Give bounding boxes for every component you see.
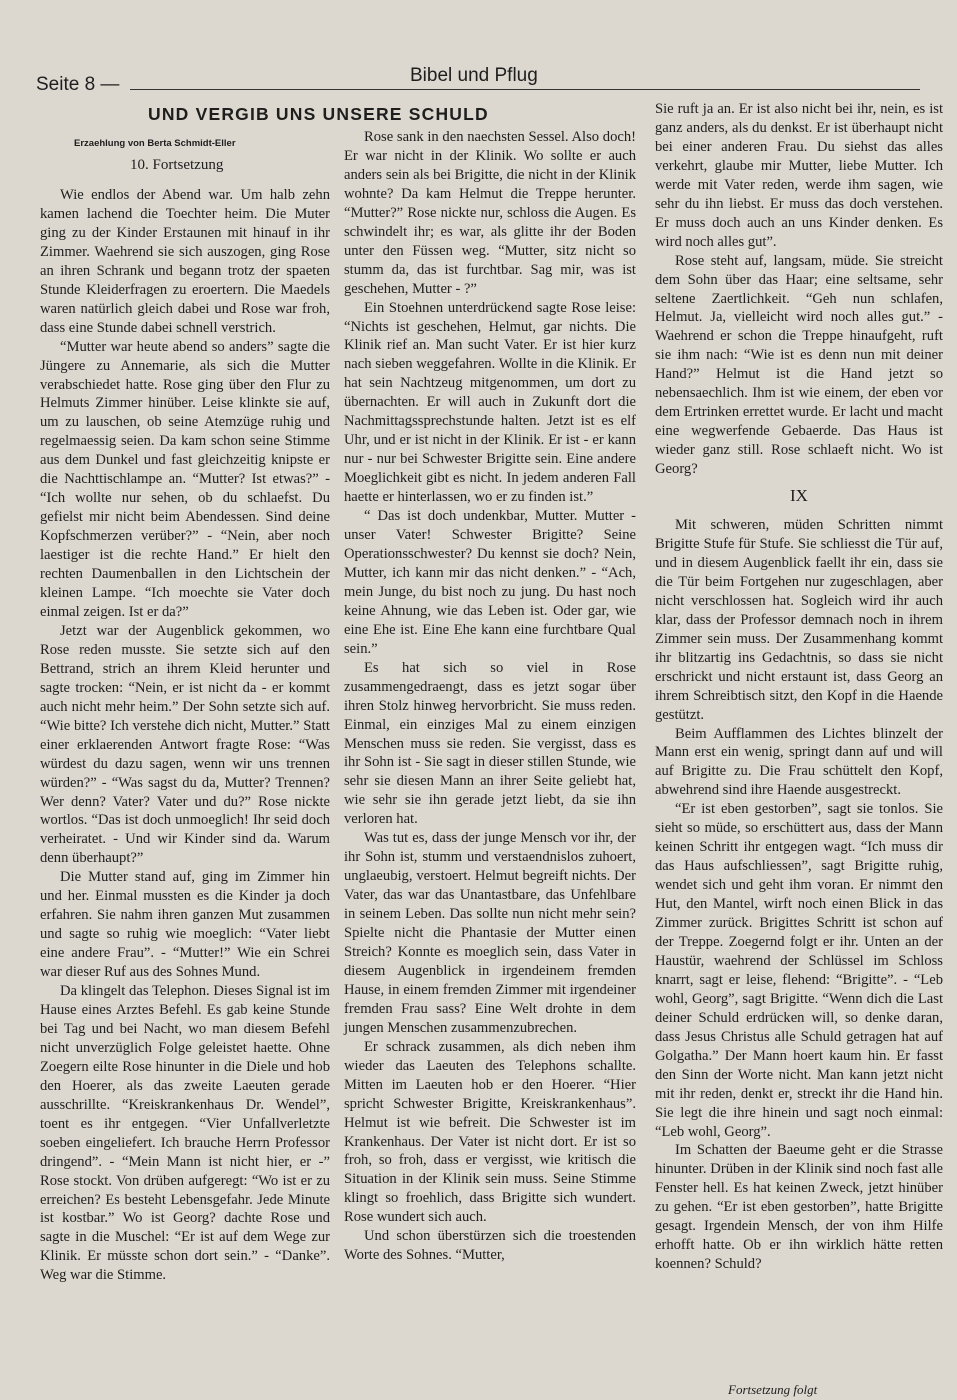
text-column-3 <box>655 100 943 1274</box>
paragraph: Und schon überstürzen sich die troestenden Worte des Sohnes. “Mutter, <box>344 1228 636 1264</box>
paragraph: Da klingelt das Telephon. Dieses Signal ist im Hause eines Arztes Befehl. Es gab keine Stunde bei Tag und bei Nacht, wo man diesem Befehl nicht unverzüglich Folge geleistet haette. Ohne Zoegern eilte Rose hinunter in die Diele und hob den Hoerer, als das zweite Laeuten gerade ausschrillte. “Kreiskrankenhaus Dr. Wendel”, toent es ihr entgegen. “Vier Unfallverletzte soeben eingeliefert. Ich brauche Herrn Professor dringend”. - “Mein Mann ist nicht hier, er -” Rose stockt. Von drüben aufgeregt: “Wo ist er zu erreichen? Es besteht Lebensgefahr. Jede Minute ist kostbar.” Wo ist Georg? dachte Rose und sagte in die Muschel: “Er ist auf dem Wege zur Klinik. Er müsste schon dort sein.” - “Danke”. Weg war die Stimme. <box>40 983 330 1284</box>
continued-note: Fortsetzung folgt <box>728 1382 818 1397</box>
paragraph: Die Mutter stand auf, ging im Zimmer hin und her. Einmal mussten es die Kinder ja doch erfahren. Sie nahm ihren ganzen Mut zusammen und sagte so ruhig wie moeglich: “Vater liebt eine andere Frau”. - “Mutter!” Wie ein Schrei war dieser Ruf aus des Sohnes Mund. <box>40 869 330 981</box>
article-byline: Erzaehlung von Berta Schmidt-Eller <box>74 138 236 149</box>
paragraph: Im Schatten der Baeume geht er die Strasse hinunter. Drüben in der Klinik sind noch fast alle Fenster hell. Es hat keinen Zweck, jetzt hinüber zu gehen. “Er ist eben gestorben”, hatte Brigitte gesagt. Irgendein Mensch, der von ihm Hilfe erhofft hatte. Ob er ihn wirklich hätte retten koennen? Schuld? <box>655 1142 943 1273</box>
paragraph: Beim Aufflammen des Lichtes blinzelt der Mann erst ein wenig, springt dann auf und will auf Brigitte zu. Die Frau schüttelt den Kopf, abwehrend sind ihre Haende ausgestreckt. <box>655 725 943 799</box>
paragraph: Rose steht auf, langsam, müde. Sie streicht dem Sohn über das Haar; eine seltsame, sehr seltene Zaertlichkeit. “Geh nun schlafen, Helmut. Ja, vielleicht wird noch alles gut.” - Waehrend er schon die Treppe hinaufgeht, ruft sie ihm nach: “Wie ist es denn nun mit deiner Hand?” Helmut ist die Hand jetzt so nebensaechlich. Ihm ist wie einem, der eben vor dem Ertrinken errettet wurde. Er lacht und macht eine wegwerfende Gebaerde. Das Haus ist wieder ganz still. Rose schlaeft nicht. Wo ist Georg? <box>655 252 943 478</box>
paragraph: Jetzt war der Augenblick gekommen, wo Rose reden musste. Sie setzte sich auf den Bettrand, strich an ihrem Kleid herunter und sagte trocken: “Nein, er ist nicht da - er kommt auch nicht mehr heim.” Der Sohn setzte sich auf. “Wie bitte? Ich verstehe dich nicht, Mutter.” Statt einer erklaerenden Antwort fragte Rose: “Was würdest du dazu sagen, wenn wir uns trennen würden?” - “Was sagst du da, Mutter? Trennen? Wer denn? Vater? Vater und du?” Rose nickte wortlos. “Das ist doch unmoeglich! Ihr seid doch verheiratet. - Und wir Kinder sind da. Warum denn überhaupt?” <box>40 622 330 867</box>
page-number: Seite 8 — <box>36 74 120 95</box>
paragraph: Rose sank in den naechsten Sessel. Also doch! Er war nicht in der Klinik. Wo sollte er auch anders sein als bei Brigitte, die nicht in der Klinik wohnte? Da kam Helmut die Treppe herunter. “Mutter?” Rose nickte nur, schloss die Augen. Es schwindelt ihr; es war, als glitte ihr der Boden unter den Füssen weg. “Mutter, sitz nicht so stumm da, das ist furchtbar. Sag mir, was ist geschehen, Mutter - ?” <box>344 129 636 297</box>
header-rule <box>130 89 920 90</box>
paragraph: Was tut es, dass der junge Mensch vor ihr, der ihr Sohn ist, stumm und verstaendnislos zuhoert, unglaeubig, verstoert. Helmut begreift nichts. Der Vater, das war das Unantastbare, das Unfehlbare in seinem Leben. Das sollte nun nicht mehr sein? Spielte nicht die Phantasie der Mutter einen Streich? Konnte es moeglich sein, dass Vater in diesem Augenblick in irgendeinem fremden Hause, in einem fremden Zimmer mit irgendeiner fremden Frau sass? Eine Welt drohte in dem jungen Menschen zusammenzubrechen. <box>344 830 636 1036</box>
paragraph: Wie endlos der Abend war. Um halb zehn kamen lachend die Toechter heim. Die Muter ging zu der Kinder Erstaunen mit hinauf in ihr Zimmer. Waehrend sie sich auszogen, ging Rose an ihren Schrank und begann trotz der spaeten Stunde Kleiderfragen zu eroertern. Die Maedels waren natürlich gleich dabei und Rose war froh, dass eine Stunde dabei schnell verstrich. <box>40 187 330 336</box>
paragraph: “Er ist eben gestorben”, sagt sie tonlos. Sie sieht so müde, so erschüttert aus, dass der Mann keinen Schritt ihr entgegen wagt. “Ich muss dir das Haus aufschliessen”, sagt Brigitte ruhig, wendet sich und geht ihm voran. Er nimmt den Hut, den Mantel, wirft noch einen Blick in das Zimmer zurück. Brigittes Schritt ist schon auf der Treppe. Zoegernd folgt er ihr. Unten an der Haustür, waehrend der Schlüssel im Schloss knarrt, sagt er leise, flehend: “Brigitte”. - “Leb wohl, Georg”, sagt Brigitte. “Wenn dich die Last deiner Schuld erdrücken will, so denke daran, dass Jesus Christus alle Schuld getragen hat auf Golgatha.” Der Mann hoert kaum hin. Er fasst den Sinn der Worte nicht. Man kann jetzt nicht mit ihr reden, denkt er, streckt ihr die Hand hin. Sie legt die ihre hinein und sagt noch einmal: “Leb wohl, Georg”. <box>655 801 943 1140</box>
paragraph: Mit schweren, müden Schritten nimmt Brigitte Stufe für Stufe. Sie schliesst die Tür auf, und in diesem Augenblick faellt ihr ein, dass sie die Tür beim Fortgehen nur zugeschlagen, aber nicht verschlossen hat. Sogleich wird ihr auch klar, dass der Professor demnach noch in ihrem Zimmer sein muss. Der Zusammenhang kommt ihr blitzartig ins Gedachtnis, so dass sie nicht erschrickt und nicht erstaunt ist, dass Georg an ihrem Schreibtisch sitzt, den Kopf in die Haende gestützt. <box>655 517 943 723</box>
article-title: UND VERGIB UNS UNSERE SCHULD <box>148 104 489 124</box>
paragraph: Es hat sich so viel in Rose zusammengedraengt, dass es jetzt sogar über ihren Stolz hinweg hervorbricht. Sie muss reden. Einmal, ein einziges Mal zu einem einzigen Menschen muss sie reden. Sie vergisst, dass es ihr Sohn ist - Sie sagt in dieser stillen Stunde, wie sehr sie diesen Mann an ihrer Seite geliebt hat, wie sehr sie ihn gerade jetzt liebt, da sie ihn verloren hat. <box>344 659 636 828</box>
text-column-2 <box>344 128 636 1265</box>
text-column-1 <box>40 186 330 1285</box>
section-heading: IX <box>790 486 808 506</box>
publication-title: Bibel und Pflug <box>410 65 538 86</box>
paragraph: Sie ruft ja an. Er ist also nicht bei ihr, nein, es ist ganz anders, als du denkst. Er ist überhaupt nicht bei einer anderen Frau. Du siehst das alles verkehrt, glaube mir Mutter, liebe Mutter. Ich werde mit Vater reden, werde ihm sagen, wie sehr du ihn liebst. Er muss das doch verstehen. Er muss doch auch an uns Kinder denken. Es wird noch alles gut”. <box>655 101 943 250</box>
installment-label: 10. Fortsetzung <box>130 157 224 173</box>
paragraph: “ Das ist doch undenkbar, Mutter. Mutter - unser Vater! Schwester Brigitte? Seine Operationsschwester? Du kennst sie doch? Nein, Mutter, ich kann mir das nicht denken.” - “Ach, mein Junge, du bist noch zu jung. Du hast noch keine Ahnung, wie das Leben ist. Oder gar, wie eine Ehe ist. Eine Ehe kann eine furchtbare Qual sein.” <box>344 508 636 657</box>
paragraph: Ein Stoehnen unterdrückend sagte Rose leise: “Nichts ist geschehen, Helmut, gar nichts. Die Klinik rief an. Man sucht Vater. Er ist hier kurz nach sieben weggefahren. Wollte in die Klinik. Er hat sein Nachtzeug mitgenommen, um dort zu übernachten. Er will auch in Zukunft dort die Nachmittagssprechstunde halten. Jetzt ist es elf Uhr, und er ist nicht in der Klinik. Er ist - er kann nur - nur bei Schwester Brigitte sein. Eine andere Moeglichkeit gibt es nicht. In jedem anderen Fall haette er hinterlassen, wo er zu finden ist.” <box>344 299 636 506</box>
paragraph: “Mutter war heute abend so anders” sagte die Jüngere zu Annemarie, als sich die Mutter verabschiedet hatte. Rose ging über den Flur zu Helmuts Zimmer hinüber. Leise klinkte sie auf, um zu lauschen, ob seine Atemzüge ruhig und regelmaessig seien. Da kam schon seine Stimme aus dem Dunkel und fast gleichzeitig knipste er die Nachttischlampe an. “Mutter? Ist etwas?” - “Ich wollte nur sehen, ob du schlaefst. Du gefielst mir nicht beim Abendessen. Sind deine Kopfschmerzen verüber?” - “Nein, aber noch laestiger ist die rechte Hand.” Er hielt den rechten Daumenballen in den Lichtschein der kleinen Lampe. “Ich moechte sie Vater doch einmal zeigen. Ist er da?” <box>40 338 330 620</box>
paragraph: Er schrack zusammen, als dich neben ihm wieder das Laeuten des Telephons schallte. Mitten im Laeuten hob er den Hoerer. “Hier spricht Schwester Brigitte, Kreiskrankenhaus”. Helmut ist wie befreit. Die Schwester ist im Krankenhaus. Der Vater ist nicht dort. Er ist so froh, so froh, dass er vergisst, wie kritisch die Situation in der Klinik sein muss. Seine Stimme klingt so froehlich, dass Brigitte sich wundert. Rose wundert sich auch. <box>344 1038 636 1226</box>
